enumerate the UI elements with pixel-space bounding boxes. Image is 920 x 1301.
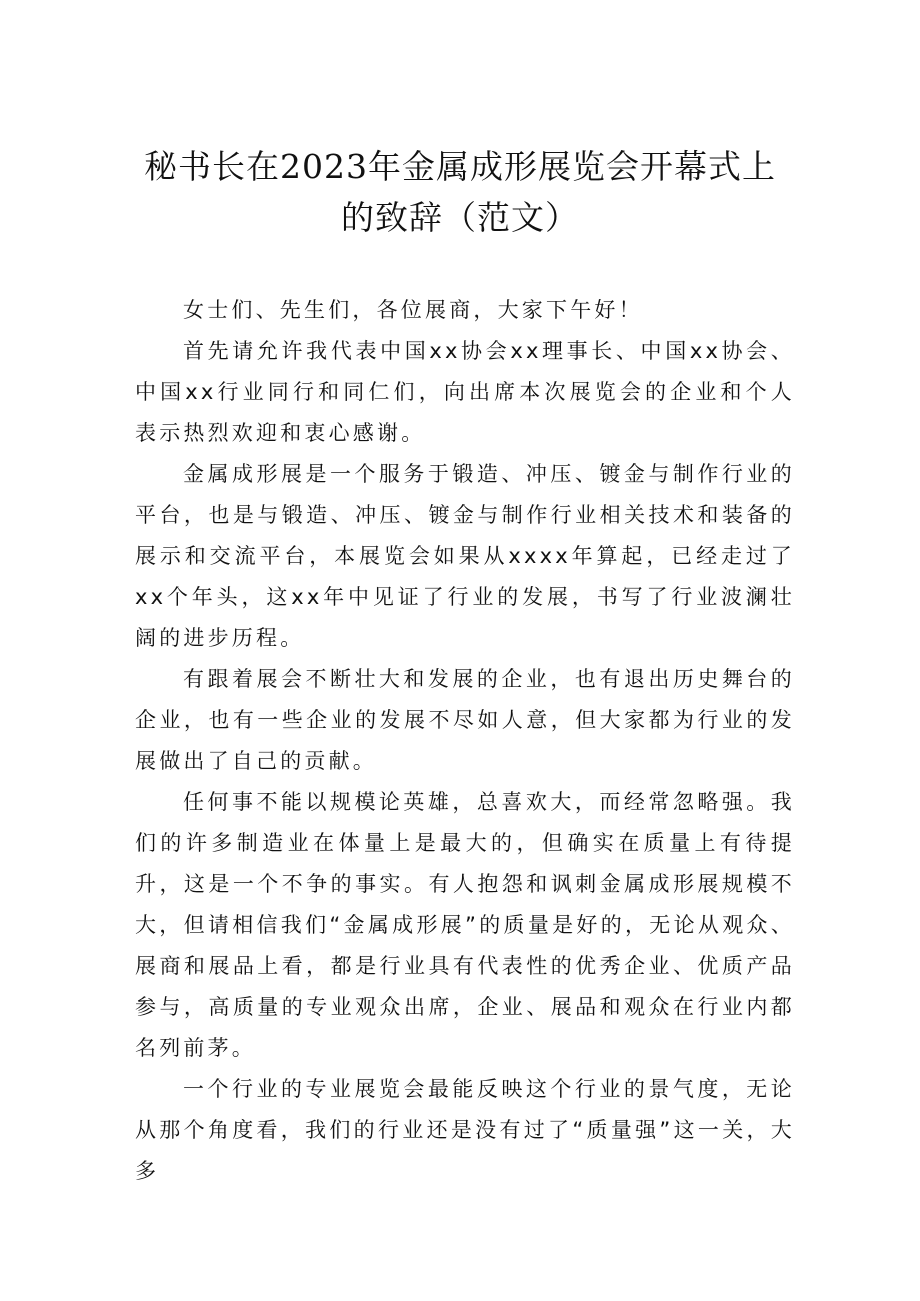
paragraph-greeting: 女士们、先生们，各位展商，大家下午好！ (183, 298, 643, 322)
document-title-line-2: 的致辞（范文） (341, 198, 579, 237)
paragraph-welcome: 首先请允许我代表中国xx协会xx理事长、中国xx协会、中国xx行业同行和同仁们，向出席本次展览会的企业和个人表示热烈欢迎和衷心感谢。 (135, 339, 795, 445)
paragraph-industry-outlook: 一个行业的专业展览会最能反映这个行业的景气度，无论从那个角度看，我们的行业还是没有过了“质量强”这一关，大多 (135, 1077, 795, 1183)
document-body (135, 290, 795, 1192)
paragraph-enterprises: 有跟着展会不断壮大和发展的企业，也有退出历史舞台的企业，也有一些企业的发展不尽如人意，但大家都为行业的发展做出了自己的贡献。 (135, 667, 795, 773)
paragraph-quality: 任何事不能以规模论英雄，总喜欢大，而经常忽略强。我们的许多制造业在体量上是最大的，但确实在质量上有待提升，这是一个不争的事实。有人抱怨和讽刺金属成形展规模不大，但请相信我们“金属成形展”的质量是好的，无论从观众、展商和展品上看，都是行业具有代表性的优秀企业、优质产品参与，高质量的专业观众出席，企业、展品和观众在行业内都名列前茅。 (135, 790, 795, 1060)
document-title-line-1: 秘书长在2023年金属成形展览会开幕式上 (144, 147, 776, 186)
paragraph-exhibition-intro: 金属成形展是一个服务于锻造、冲压、镀金与制作行业的平台，也是与锻造、冲压、镀金与制作行业相关技术和装备的展示和交流平台，本展览会如果从xxxx年算起，已经走过了xx个年头，这xx年中见证了行业的发展，书写了行业波澜壮阔的进步历程。 (135, 462, 795, 650)
